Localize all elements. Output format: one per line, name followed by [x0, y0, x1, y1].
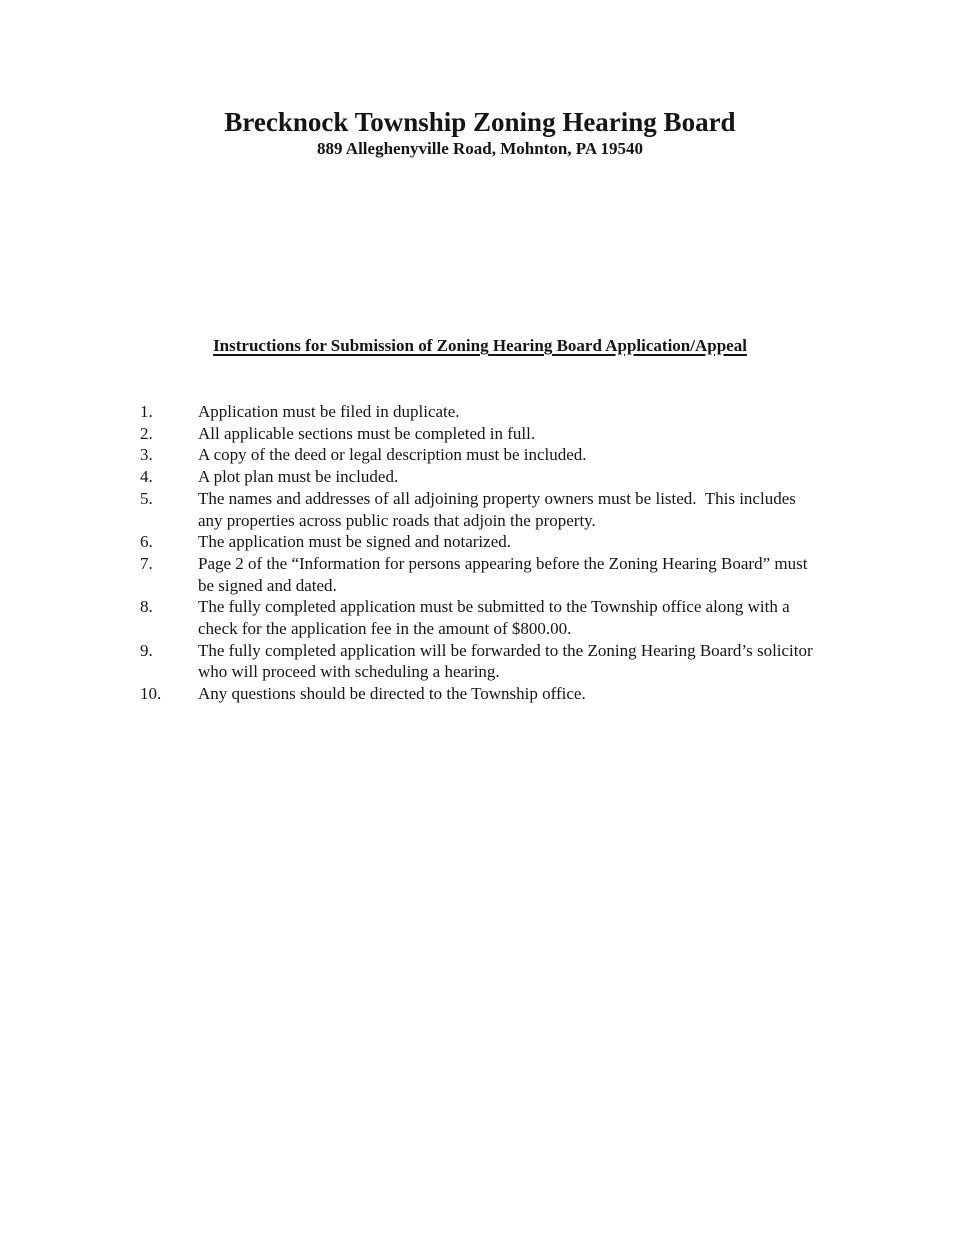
instruction-item-10: [140, 683, 840, 705]
instruction-list: [140, 401, 840, 705]
instruction-text: Application must be filed in duplicate.: [198, 402, 460, 421]
instruction-item-1: [140, 401, 840, 423]
instruction-number: 9.: [140, 640, 153, 660]
instruction-item-9: [140, 640, 840, 683]
instruction-text: The fully completed application must be submitted to the Township office along with a check for the application fee in the amount of $800.00.: [198, 597, 794, 639]
instruction-number: 5.: [140, 488, 153, 508]
instruction-item-6: [140, 531, 840, 553]
instruction-text: All applicable sections must be completed in full.: [198, 423, 536, 443]
instruction-text: The application must be signed and notarized.: [198, 532, 511, 552]
instruction-number: 1.: [140, 402, 153, 421]
instruction-number: 4.: [140, 467, 153, 487]
instruction-item-5: [140, 488, 840, 531]
instruction-item-8: [140, 596, 840, 639]
instruction-text: Any questions should be directed to the Township office.: [198, 684, 586, 704]
instruction-number: 8.: [140, 597, 153, 617]
instruction-number: 6.: [140, 532, 153, 552]
instruction-number: 2.: [140, 423, 153, 443]
instruction-text: Page 2 of the “Information for persons appearing before the Zoning Hearing Board” must be signed and dated.: [198, 553, 812, 595]
instruction-item-7: [140, 553, 840, 596]
instruction-item-4: [140, 466, 840, 488]
instruction-text: The names and addresses of all adjoining property owners must be listed. This includes any properties across public roads that adjoin the property.: [198, 488, 801, 530]
section-heading-text: Instructions for Submission of Zoning Hearing Board Application/Appeal: [213, 336, 747, 355]
instruction-number: 7.: [140, 553, 153, 573]
document-header: [0, 107, 960, 160]
section-heading: [0, 335, 960, 357]
instruction-number: 3.: [140, 445, 153, 465]
document-address: 889 Alleghenyville Road, Mohnton, PA 19540: [316, 139, 643, 158]
instruction-item-2: [140, 423, 840, 445]
document-title: Brecknock Township Zoning Hearing Board: [224, 107, 736, 137]
instruction-text: A plot plan must be included.: [198, 467, 399, 487]
instruction-number: 10.: [140, 684, 162, 704]
instruction-item-3: [140, 444, 840, 466]
instruction-text: A copy of the deed or legal description must be included.: [198, 445, 587, 465]
instruction-text: The fully completed application will be forwarded to the Zoning Hearing Board’s solicitor who will proceed with scheduling a hearing.: [198, 640, 817, 682]
